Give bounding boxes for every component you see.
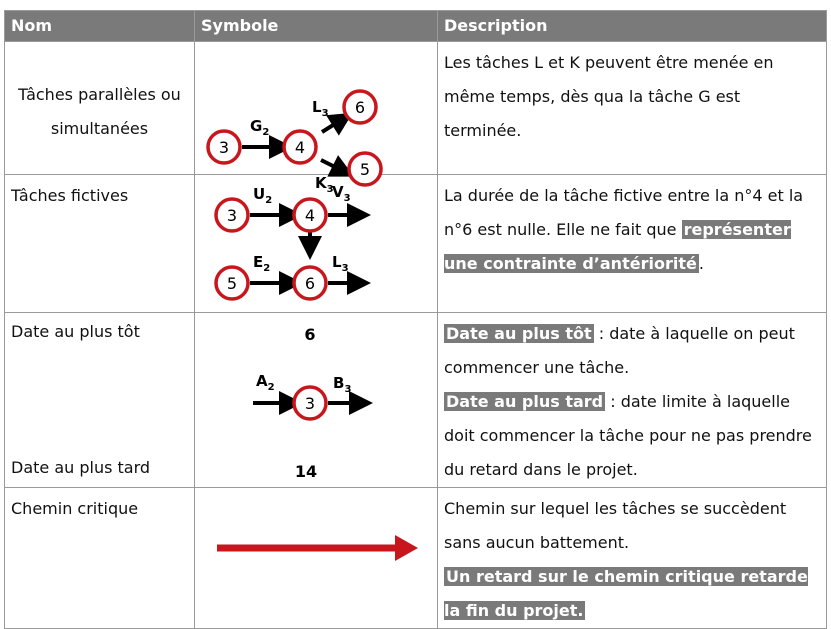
dates-diagram — [195, 313, 438, 485]
svg-text:3: 3 — [226, 206, 238, 225]
svg-text:4: 4 — [294, 138, 306, 157]
value-date-tot: 6 — [304, 325, 316, 344]
symbol-dates — [195, 313, 438, 488]
header-row — [5, 11, 827, 42]
row-taches-paralleles — [5, 42, 827, 175]
nom-date-tot: Date au plus tôt — [11, 322, 140, 341]
label-l: $L_3$ — [312, 98, 329, 119]
label-l: $L_3$ — [332, 253, 349, 274]
dummy-tasks-diagram — [195, 175, 438, 312]
node-6 — [294, 267, 326, 299]
label-b: $B_3$ — [333, 374, 352, 395]
svg-text:5: 5 — [359, 160, 371, 179]
desc-critique: Chemin sur lequel les tâches se succèdent sans aucun battement. Un retard sur le chemin critique retarde la fin du projet. — [438, 488, 827, 629]
nom-date-tard: Date au plus tard — [11, 458, 151, 477]
svg-text:5: 5 — [226, 274, 238, 293]
row-chemin-critique — [5, 488, 827, 629]
row-taches-fictives — [5, 175, 827, 313]
desc-fictives: La durée de la tâche fictive entre la n°4 et la n°6 est nulle. Elle ne fait que représenter une contrainte d’antériorité . — [438, 175, 827, 313]
node-5 — [216, 267, 248, 299]
label-v: $V_3$ — [332, 183, 351, 204]
nom-critique: Chemin critique — [5, 488, 195, 629]
nom-dates — [5, 313, 195, 488]
nom-fictives: Tâches fictives — [5, 175, 195, 313]
desc-dates: Date au plus tôt : date à laquelle on peut commencer une tâche. Date au plus tard : date limite à laquelle doit commencer la tâche pour ne pas prendre du retard dans le projet. — [438, 313, 827, 488]
node-3 — [294, 387, 326, 419]
label-k: $K_3$ — [315, 174, 334, 195]
row-dates — [5, 313, 827, 488]
nom-paralleles: Tâches parallèles ou simultanées — [5, 42, 195, 175]
desc-paralleles: Les tâches L et K peuvent être menée en même temps, dès qua la tâche G est terminée. — [438, 42, 827, 175]
arrow-l — [322, 117, 346, 132]
label-e: $E_2$ — [253, 253, 271, 274]
symbol-critique — [195, 488, 438, 629]
svg-text:4: 4 — [304, 206, 316, 225]
svg-text:3: 3 — [304, 394, 316, 413]
value-date-tard: 14 — [294, 462, 318, 481]
header-symbole: Symbole — [195, 11, 438, 42]
svg-text:3: 3 — [218, 138, 230, 157]
label-g: $G_2$ — [250, 117, 270, 138]
node-3 — [208, 131, 240, 163]
methods-table — [4, 10, 827, 629]
critical-path-arrow — [195, 488, 438, 622]
svg-text:6: 6 — [304, 274, 316, 293]
label-u: $U_2$ — [253, 185, 273, 206]
svg-text:6: 6 — [354, 98, 366, 117]
node-4 — [284, 131, 316, 163]
header-nom: Nom — [5, 11, 195, 42]
arrow-k — [321, 160, 347, 173]
header-description: Description — [438, 11, 827, 42]
symbol-fictives — [195, 175, 438, 313]
node-6 — [344, 91, 376, 123]
label-a: $A_2$ — [256, 372, 275, 393]
node-3 — [216, 199, 248, 231]
node-4 — [294, 199, 326, 231]
